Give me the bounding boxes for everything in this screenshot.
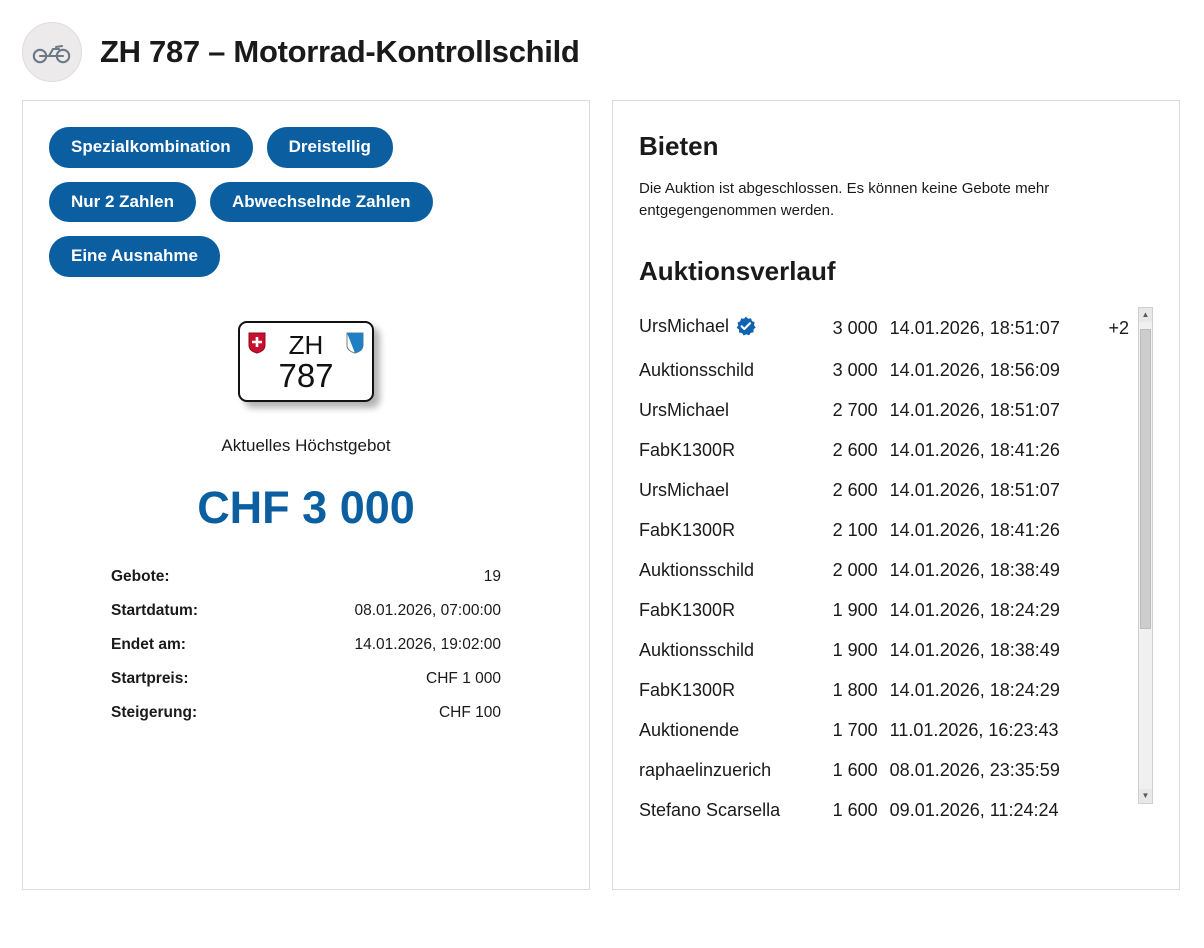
bid-amount: 1 600 bbox=[832, 800, 878, 820]
scrollbar-thumb[interactable] bbox=[1140, 329, 1151, 629]
fact-key: Startpreis: bbox=[111, 669, 189, 687]
zurich-canton-shield-icon bbox=[346, 332, 364, 359]
bid-amount: 2 700 bbox=[832, 400, 878, 420]
fact-key: Gebote: bbox=[111, 567, 170, 585]
tag-pill-row bbox=[49, 182, 563, 223]
motorcycle-icon bbox=[22, 22, 82, 82]
fact-value: CHF 100 bbox=[438, 703, 501, 721]
bid-extra-count bbox=[1095, 631, 1129, 671]
fact-value: 08.01.2026, 07:00:00 bbox=[354, 601, 501, 619]
bid-user bbox=[639, 307, 821, 351]
plate-top-row bbox=[248, 330, 364, 360]
table-row bbox=[639, 591, 1129, 631]
table-row bbox=[639, 471, 1129, 511]
fact-key: Steigerung: bbox=[111, 703, 198, 721]
table-row bbox=[639, 391, 1129, 431]
bid-date: 14.01.2026, 18:51:07 bbox=[889, 400, 1060, 420]
bid-date: 14.01.2026, 18:38:49 bbox=[889, 560, 1060, 580]
table-row bbox=[639, 711, 1129, 751]
bid-user-name: UrsMichael bbox=[639, 480, 730, 500]
bid-date: 09.01.2026, 11:24:24 bbox=[889, 800, 1059, 820]
table-row bbox=[639, 551, 1129, 591]
bid-amount: 1 700 bbox=[832, 720, 878, 740]
scroll-up-arrow-icon[interactable]: ▲ bbox=[1139, 308, 1152, 322]
page-header bbox=[0, 0, 1204, 100]
bid-extra-count bbox=[1095, 351, 1129, 391]
bid-amount: 2 600 bbox=[832, 480, 878, 500]
current-bid-caption: Aktuelles Höchstgebot bbox=[221, 435, 391, 455]
bid-amount: 1 900 bbox=[832, 640, 878, 660]
bid-date: 08.01.2026, 23:35:59 bbox=[889, 760, 1060, 780]
table-row bbox=[111, 594, 501, 628]
bid-amount: 3 000 bbox=[832, 318, 878, 338]
bid-extra-count bbox=[1095, 431, 1129, 471]
bid-user-name: Auktionsschild bbox=[639, 560, 755, 580]
bid-extra-count bbox=[1095, 511, 1129, 551]
bid-user-name: UrsMichael bbox=[639, 400, 730, 420]
bid-user-name: UrsMichael bbox=[639, 316, 730, 336]
bid-extra-count bbox=[1095, 551, 1129, 591]
table-row bbox=[111, 628, 501, 662]
bid-date: 11.01.2026, 16:23:43 bbox=[889, 720, 1059, 740]
bidding-panel bbox=[612, 100, 1180, 890]
table-row bbox=[111, 560, 501, 594]
fact-value: 19 bbox=[483, 567, 501, 585]
fact-key: Endet am: bbox=[111, 635, 186, 653]
bid-date: 14.01.2026, 18:41:26 bbox=[889, 440, 1060, 460]
bid-extra-count bbox=[1095, 751, 1129, 791]
bid-amount: 2 600 bbox=[832, 440, 878, 460]
tag-pill-abwechselnde-zahlen[interactable]: Abwechselnde Zahlen bbox=[210, 182, 433, 223]
tag-pill-spezialkombination[interactable]: Spezialkombination bbox=[49, 127, 253, 168]
content-panels bbox=[0, 100, 1204, 890]
bid-date: 14.01.2026, 18:41:26 bbox=[889, 520, 1060, 540]
table-row bbox=[639, 791, 1129, 831]
bid-amount: 1 900 bbox=[832, 600, 878, 620]
bid-amount: 1 800 bbox=[832, 680, 878, 700]
table-row bbox=[111, 662, 501, 696]
table-row bbox=[111, 696, 501, 730]
tag-pill-group bbox=[49, 127, 563, 277]
bid-date: 14.01.2026, 18:51:07 bbox=[889, 318, 1060, 338]
bid-user-name: Auktionsschild bbox=[639, 640, 755, 660]
bidding-title: Bieten bbox=[639, 131, 719, 161]
tag-pill-row bbox=[49, 236, 563, 277]
bid-user-name: Auktionsschild bbox=[639, 360, 755, 380]
tag-pill-eine-ausnahme[interactable]: Eine Ausnahme bbox=[49, 236, 220, 277]
bid-extra-count: +2 bbox=[1108, 318, 1129, 338]
scrollbar-track[interactable] bbox=[1140, 323, 1151, 788]
bid-date: 14.01.2026, 18:51:07 bbox=[889, 480, 1060, 500]
license-plate-preview bbox=[49, 321, 563, 402]
bid-user-name: Auktionende bbox=[639, 720, 740, 740]
page-title: ZH 787 – Motorrad-Kontrollschild bbox=[100, 34, 580, 69]
current-bid-amount: CHF 3 000 bbox=[197, 481, 415, 533]
bid-date: 14.01.2026, 18:24:29 bbox=[889, 600, 1060, 620]
bid-amount: 2 100 bbox=[832, 520, 878, 540]
plate-detail-panel bbox=[22, 100, 590, 890]
bid-history-scrollbar[interactable] bbox=[1138, 307, 1153, 804]
auction-closed-notice: Die Auktion ist abgeschlossen. Es können keine Gebote mehr entgegengenommen werden. bbox=[639, 180, 1050, 219]
fact-value: CHF 1 000 bbox=[426, 669, 501, 687]
table-row bbox=[639, 511, 1129, 551]
plate-canton-code: ZH bbox=[288, 330, 324, 361]
table-row bbox=[639, 631, 1129, 671]
license-plate[interactable] bbox=[238, 321, 374, 402]
bid-user-name: Stefano Scarsella bbox=[639, 800, 781, 820]
table-row bbox=[639, 751, 1129, 791]
bid-user-name: FabK1300R bbox=[639, 440, 736, 460]
bid-date: 14.01.2026, 18:56:09 bbox=[889, 360, 1060, 380]
verified-badge-icon bbox=[736, 316, 756, 341]
bid-amount: 1 600 bbox=[832, 760, 878, 780]
bid-user-name: raphaelinzuerich bbox=[639, 760, 772, 780]
bid-extra-count bbox=[1095, 471, 1129, 511]
tag-pill-row bbox=[49, 127, 563, 168]
bid-history-scroll-area[interactable] bbox=[639, 307, 1129, 820]
bid-extra-count bbox=[1095, 791, 1129, 831]
bid-extra-count bbox=[1095, 591, 1129, 631]
bid-date: 14.01.2026, 18:24:29 bbox=[889, 680, 1060, 700]
plate-number: 787 bbox=[278, 357, 334, 395]
tag-pill-dreistellig[interactable]: Dreistellig bbox=[267, 127, 393, 168]
bid-extra-count bbox=[1095, 671, 1129, 711]
swiss-cross-shield-icon bbox=[248, 332, 266, 359]
bid-user-name: FabK1300R bbox=[639, 520, 736, 540]
tag-pill-nur-2-zahlen[interactable]: Nur 2 Zahlen bbox=[49, 182, 196, 223]
bid-date: 14.01.2026, 18:38:49 bbox=[889, 640, 1060, 660]
table-row bbox=[639, 351, 1129, 391]
fact-key: Startdatum: bbox=[111, 601, 198, 619]
bid-extra-count bbox=[1095, 711, 1129, 751]
scroll-down-arrow-icon[interactable]: ▼ bbox=[1139, 789, 1152, 803]
history-title: Auktionsverlauf bbox=[639, 255, 836, 286]
bid-amount: 2 000 bbox=[832, 560, 878, 580]
table-row bbox=[639, 307, 1129, 351]
bid-user-name: FabK1300R bbox=[639, 680, 736, 700]
bid-history-table bbox=[639, 307, 1129, 831]
bid-amount: 3 000 bbox=[832, 360, 878, 380]
table-row bbox=[639, 671, 1129, 711]
table-row bbox=[639, 431, 1129, 471]
bid-user-name: FabK1300R bbox=[639, 600, 736, 620]
fact-value: 14.01.2026, 19:02:00 bbox=[354, 635, 501, 653]
bid-history-container bbox=[639, 307, 1153, 820]
bid-extra-count bbox=[1095, 391, 1129, 431]
auction-facts-table bbox=[111, 560, 501, 730]
